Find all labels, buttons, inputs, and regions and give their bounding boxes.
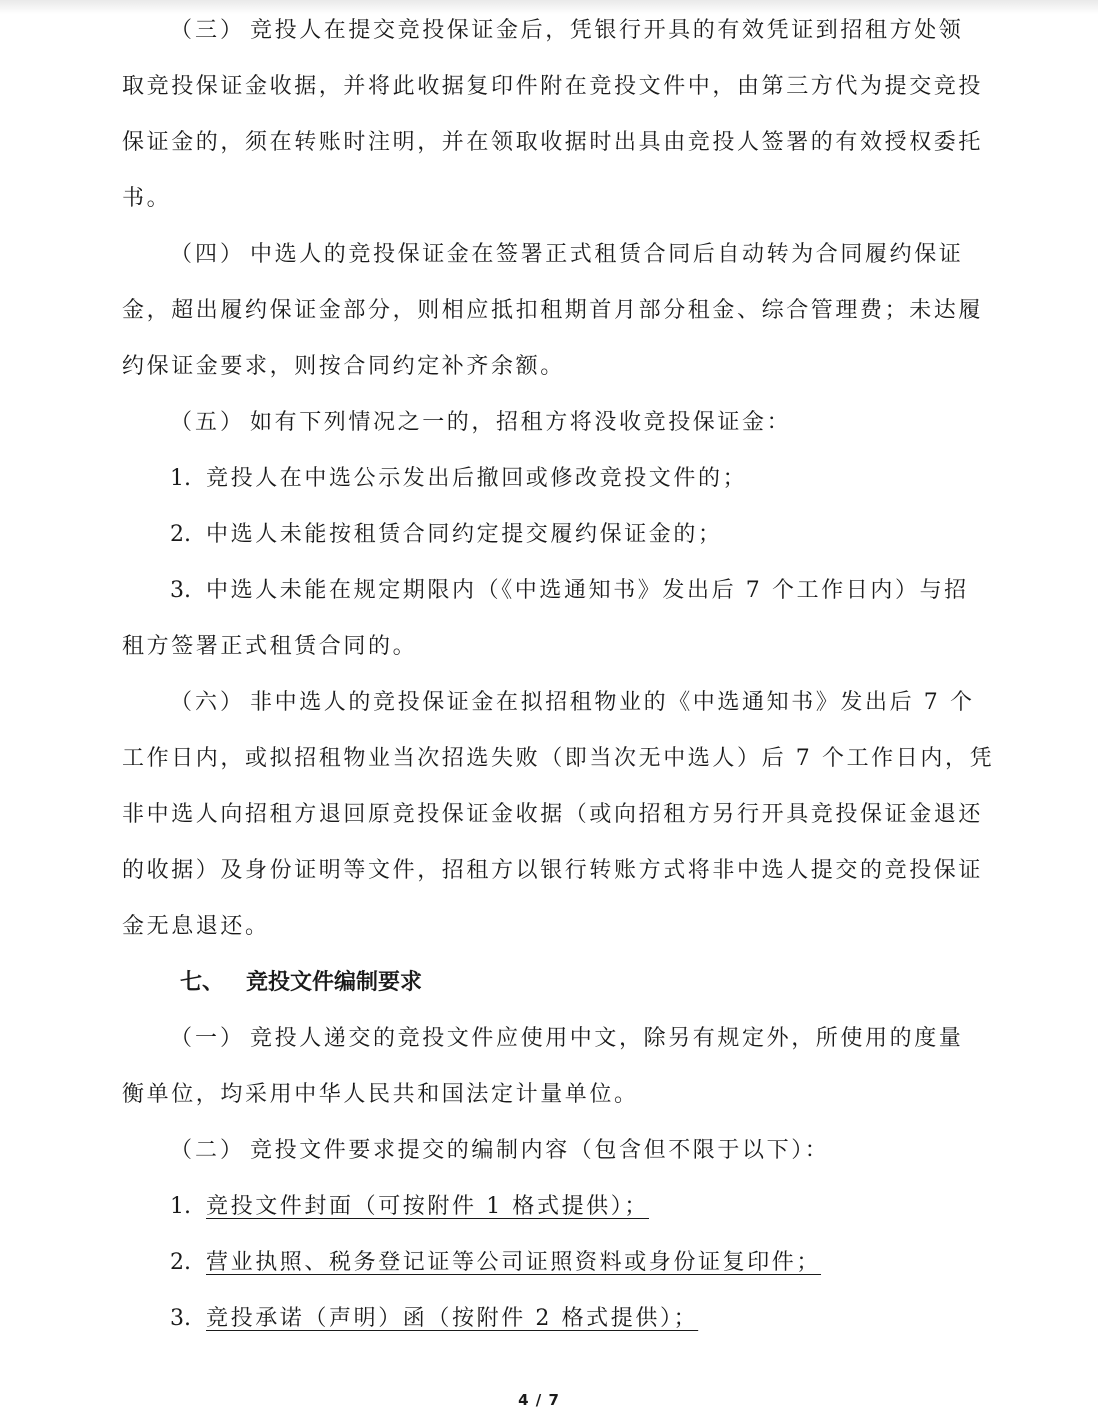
section7-paragraph-1-number: （一）: [170, 1026, 246, 1051]
list-item: 1. 竞投文件封面（可按附件 1 格式提供）；: [170, 1194, 649, 1219]
paragraph-5-number: （五）: [170, 410, 246, 435]
paragraph-4-line-1: （四） 中选人的竞投保证金在签署正式租赁合同后自动转为合同履约保证: [170, 240, 963, 270]
paragraph-3-line-4: 书。: [122, 186, 172, 211]
section-heading-number: 七、: [180, 970, 225, 995]
section-heading: [180, 968, 422, 998]
section-heading-text: 竞投文件编制要求: [246, 970, 423, 995]
list-item: 3. 中选人未能在规定期限内（《中选通知书》发出后 7 个工作日内）与招: [170, 578, 969, 603]
page-number: 4 / 7: [518, 1391, 560, 1409]
list-item: 3. 竞投承诺（声明）函（按附件 2 格式提供）；: [170, 1306, 699, 1331]
list-item: 1. 竞投人在中选公示发出后撤回或修改竞投文件的；: [170, 466, 748, 491]
paragraph-4-number: （四）: [170, 242, 246, 267]
paragraph-6-line-5: 金无息退还。: [122, 914, 270, 939]
section7-paragraph-1-line-2: 衡单位，均采用中华人民共和国法定计量单位。: [122, 1082, 639, 1107]
list-item: 2. 中选人未能按租赁合同约定提交履约保证金的；: [170, 522, 723, 547]
paragraph-3-line-3: 保证金的，须在转账时注明，并在领取收据时出具由竞投人签署的有效授权委托: [122, 130, 984, 155]
paragraph-6-line-3: 非中选人向招租方退回原竞投保证金收据（或向招租方另行开具竞投保证金退还: [122, 802, 984, 827]
paragraph-4-line-2: 金，超出履约保证金部分，则相应抵扣租期首月部分租金、综合管理费；未达履: [122, 298, 984, 323]
paragraph-3-line-2: 取竞投保证金收据，并将此收据复印件附在竞投文件中，由第三方代为提交竞投: [122, 74, 984, 99]
paragraph-3-line-1: （三） 竞投人在提交竞投保证金后，凭银行开具的有效凭证到招租方处领: [170, 16, 963, 46]
list-item: 2. 营业执照、税务登记证等公司证照资料或身份证复印件；: [170, 1250, 822, 1275]
section7-paragraph-2-intro: （二） 竞投文件要求提交的编制内容（包含但不限于以下）：: [170, 1136, 829, 1166]
paragraph-6-line-1: （六） 非中选人的竞投保证金在拟招租物业的《中选通知书》发出后 7 个: [170, 688, 975, 718]
paragraph-4-line-3: 约保证金要求，则按合同约定补齐余额。: [122, 354, 565, 379]
paragraph-5-intro: （五） 如有下列情况之一的，招租方将没收竞投保证金：: [170, 408, 791, 438]
section7-paragraph-1-line-1: （一） 竞投人递交的竞投文件应使用中文，除另有规定外，所使用的度量: [170, 1024, 963, 1054]
paragraph-3-number: （三）: [170, 18, 246, 43]
viewer-top-shadow: [0, 0, 1098, 14]
paragraph-6-line-4: 的收据）及身份证明等文件，招租方以银行转账方式将非中选人提交的竞投保证: [122, 858, 984, 883]
paragraph-6-line-2: 工作日内，或拟招租物业当次招选失败（即当次无中选人）后 7 个工作日内，凭: [122, 746, 995, 771]
paragraph-6-number: （六）: [170, 690, 246, 715]
section7-paragraph-2-number: （二）: [170, 1138, 246, 1163]
list-item-continuation: 租方签署正式租赁合同的。: [122, 634, 418, 659]
